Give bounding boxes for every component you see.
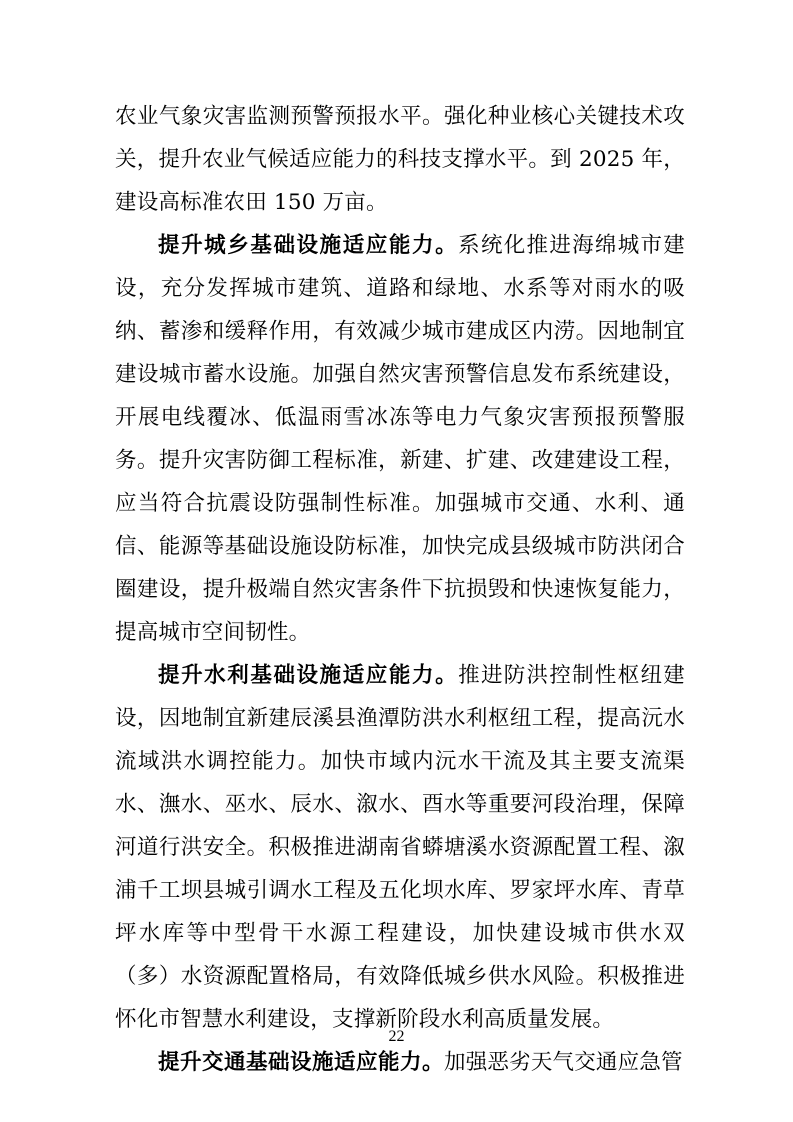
paragraph-text: 系统化推进海绵城市建设，充分发挥城市建筑、道路和绿地、水系等对雨水的吸纳、蓄渗和缓释作用，有效减少城市建成区内涝。因地制宜建设城市蓄水设施。加强自然灾害预警信息发布系统建设，开展电线覆冰、低温雨雪冰冻等电力气象灾害预报预警服务。提升灾害防御工程标准，新建、扩建、改建建设工程，应当符合抗震设防强制性标准。加强城市交通、水利、通信、能源等基础设施设防标准，加快完成县级城市防洪闭合圈建设，提升极端自然灾害条件下抗损毁和快速恢复能力，提高城市空间韧性。 xyxy=(115,233,685,645)
paragraph-water-conservancy-infrastructure xyxy=(115,654,685,1041)
paragraph-urban-rural-infrastructure xyxy=(115,224,685,654)
document-body xyxy=(115,95,685,1084)
paragraph-transport-infrastructure xyxy=(115,1041,685,1084)
paragraph-lead-heading: 提升城乡基础设施适应能力。 xyxy=(158,233,459,258)
paragraph-lead-heading: 提升水利基础设施适应能力。 xyxy=(158,663,459,688)
paragraph-text: 推进防洪控制性枢纽建设，因地制宜新建辰溪县渔潭防洪水利枢纽工程，提高沅水流域洪水调控能力。加快市域内沅水干流及其主要支流渠水、潕水、巫水、辰水、溆水、酉水等重要河段治理，保障河道行洪安全。积极推进湖南省蟒塘溪水资源配置工程、溆浦千工坝县城引调水工程及五化坝水库、罗家坪水库、青草坪水库等中型骨干水源工程建设，加快建设城市供水双（多）水资源配置格局，有效降低城乡供水风险。积极推进怀化市智慧水利建设，支撑新阶段水利高质量发展。 xyxy=(115,663,685,1032)
paragraph-lead-heading: 提升交通基础设施适应能力。 xyxy=(158,1050,445,1075)
paragraph-agriculture-meteorology xyxy=(115,95,685,224)
paragraph-text: 加强恶劣天气交通应急管 xyxy=(444,1050,683,1075)
paragraph-text: 农业气象灾害监测预警预报水平。强化种业核心关键技术攻关，提升农业气候适应能力的科技支撑水平。到 2025 年，建设高标准农田 150 万亩。 xyxy=(115,104,685,215)
page-number: 22 xyxy=(388,1028,405,1045)
